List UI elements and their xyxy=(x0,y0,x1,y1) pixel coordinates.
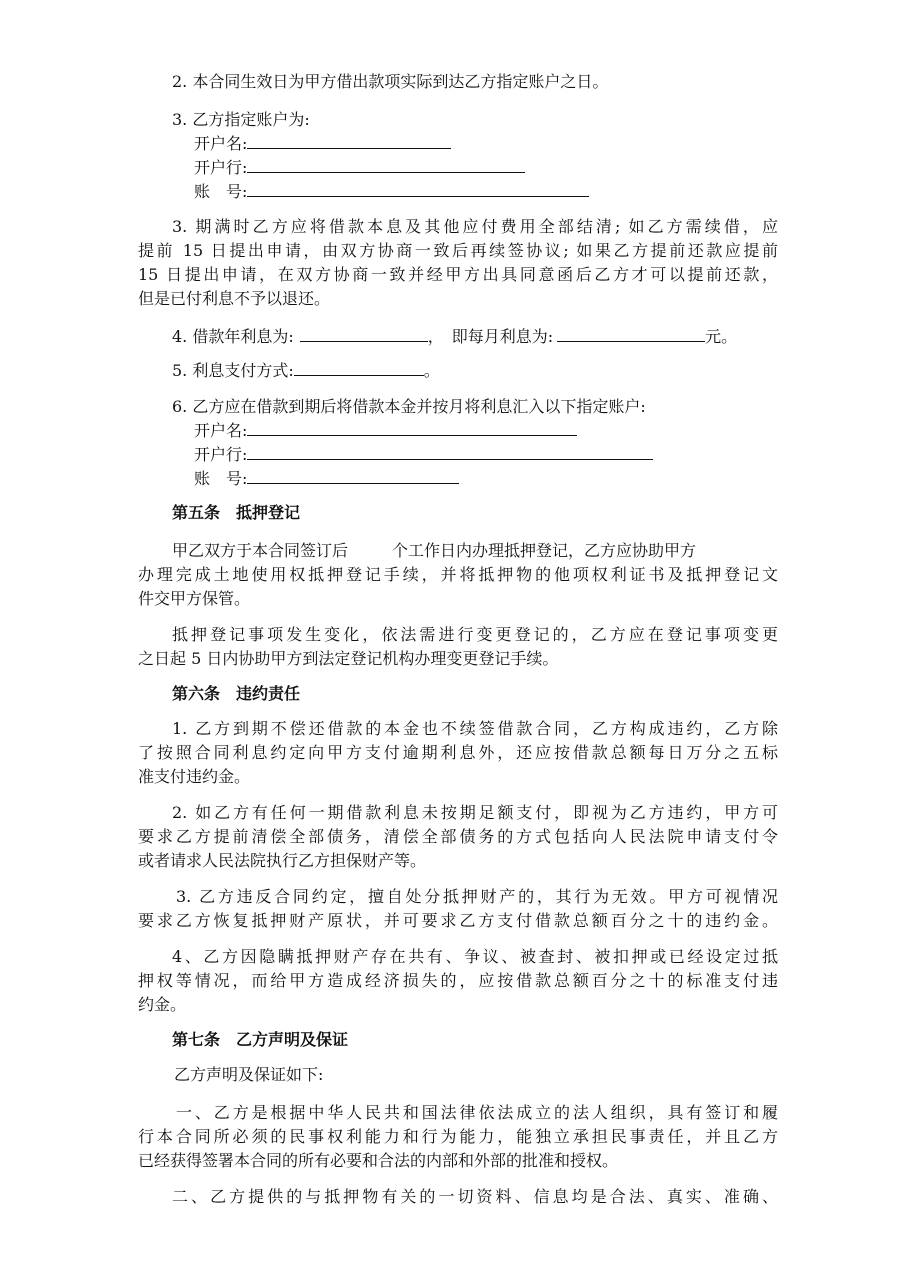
interest-payment-label: 5. 利息支付方式: xyxy=(172,361,294,380)
article-6-heading: 第六条 违约责任 xyxy=(172,684,301,703)
account1-bank-blank xyxy=(247,157,525,173)
account2-number-blank xyxy=(247,468,459,484)
article-7-intro: 乙方声明及保证如下: xyxy=(174,1065,324,1084)
article-5-para2-line: 之日起 5 日内协助甲方到法定登记机构办理变更登记手续。 xyxy=(138,649,559,668)
account2-name-row xyxy=(194,420,577,442)
article-6-item4-line: 押权等情况，而给甲方造成经济损失的，应按借款总额百分之十的标准支付违 xyxy=(138,971,778,990)
account2-name-label: 开户名: xyxy=(194,421,248,440)
clause-repayment-line: 提前 15 日提出申请，由双方协商一致后再续签协议; 如果乙方提前还款应提前 xyxy=(138,241,778,260)
interest-payment-blank xyxy=(294,360,424,376)
account2-bank-blank xyxy=(247,444,653,460)
article-7-item1-line: 行本合同所必须的民事权利能力和行为能力，能独立承担民事责任，并且乙方 xyxy=(138,1127,778,1146)
article-6-item3-line: 3. 乙方违反合同约定，擅自处分抵押财产的，其行为无效。甲方可视情况 xyxy=(176,887,778,906)
article-5-heading: 第五条 抵押登记 xyxy=(172,503,301,522)
article-6-item4-line: 4、乙方因隐瞒抵押财产存在共有、争议、被查封、被扣押或已经设定过抵 xyxy=(172,947,778,966)
account1-bank-row xyxy=(194,157,525,179)
account1-number-label: 账 号: xyxy=(194,182,248,201)
clause-repayment-line: 15 日提出申请，在双方协商一致并经甲方出具同意函后乙方才可以提前还款， xyxy=(138,265,778,284)
account1-name-blank xyxy=(247,133,451,149)
account2-bank-label: 开户行: xyxy=(194,445,248,464)
account1-number-row xyxy=(194,181,589,203)
annual-interest-blank xyxy=(300,326,428,342)
article-5-para2-line: 抵押登记事项发生变化，依法需进行变更登记的，乙方应在登记事项变更 xyxy=(172,625,778,644)
account1-name-row xyxy=(194,133,451,155)
account2-number-row xyxy=(194,468,459,490)
article-7-item1-line: 已经获得签署本合同的所有必要和合法的内部和外部的批准和授权。 xyxy=(138,1151,619,1170)
clause-effective-date: 2. 本合同生效日为甲方借出款项实际到达乙方指定账户之日。 xyxy=(172,72,609,91)
article-5-para1-line xyxy=(172,540,696,562)
article-6-item2-line: 或者请求人民法院执行乙方担保财产等。 xyxy=(138,851,427,870)
clause-interest-rate xyxy=(172,326,737,348)
clause-repayment-line: 但是已付利息不予以退还。 xyxy=(138,289,331,308)
clause-repayment-account-heading: 6. 乙方应在借款到期后将借款本金并按月将利息汇入以下指定账户: xyxy=(172,397,646,416)
article-6-item2-line: 要求乙方提前清偿全部债务，清偿全部债务的方式包括向人民法院申请支付令 xyxy=(138,827,778,846)
account1-bank-label: 开户行: xyxy=(194,158,248,177)
article-7-item1-line: 一、乙方是根据中华人民共和国法律依法成立的法人组织，具有签订和履 xyxy=(176,1103,778,1122)
account1-number-blank xyxy=(247,181,589,197)
account1-name-label: 开户名: xyxy=(194,134,248,153)
article-6-item1-line: 1. 乙方到期不偿还借款的本金也不续签借款合同，乙方构成违约，乙方除 xyxy=(172,719,778,738)
article-6-item1-line: 了按照合同利息约定向甲方支付逾期利息外，还应按借款总额每日万分之五标 xyxy=(138,743,778,762)
mortgage-registration-text: 甲乙双方于本合同签订后 xyxy=(172,541,349,560)
article-6-item2-line: 2. 如乙方有任何一期借款利息未按期足额支付，即视为乙方违约，甲方可 xyxy=(172,803,778,822)
annual-interest-label: 4. 借款年利息为: xyxy=(172,327,294,346)
monthly-interest-blank xyxy=(557,326,705,342)
article-5-para1-line: 件交甲方保管。 xyxy=(138,589,251,608)
clause-repayment-line: 3. 期满时乙方应将借款本息及其他应付费用全部结清; 如乙方需续借，应 xyxy=(172,217,778,236)
interest-payment-end: 。 xyxy=(423,361,440,380)
account2-number-label: 账 号: xyxy=(194,469,248,488)
article-5-para1-line: 办理完成土地使用权抵押登记手续，并将抵押物的他项权利证书及抵押登记文 xyxy=(138,565,778,584)
article-6-item1-line: 准支付违约金。 xyxy=(138,767,251,786)
currency-unit: 元。 xyxy=(705,327,738,346)
article-6-item4-line: 约金。 xyxy=(138,995,187,1014)
monthly-interest-label: ， 即每月利息为: xyxy=(427,327,554,346)
clause-designated-account-heading: 3. 乙方指定账户为: xyxy=(172,110,310,129)
clause-interest-payment xyxy=(172,360,440,382)
account2-bank-row xyxy=(194,444,653,466)
account2-name-blank xyxy=(247,420,577,436)
article-7-item2-line: 二、乙方提供的与抵押物有关的一切资料、信息均是合法、真实、准确、 xyxy=(172,1187,778,1206)
mortgage-registration-text: 个工作日内办理抵押登记，乙方应协助甲方 xyxy=(392,541,697,560)
article-7-heading: 第七条 乙方声明及保证 xyxy=(172,1030,349,1049)
article-6-item3-line: 要求乙方恢复抵押财产原状，并可要求乙方支付借款总额百分之十的违约金。 xyxy=(138,911,778,930)
